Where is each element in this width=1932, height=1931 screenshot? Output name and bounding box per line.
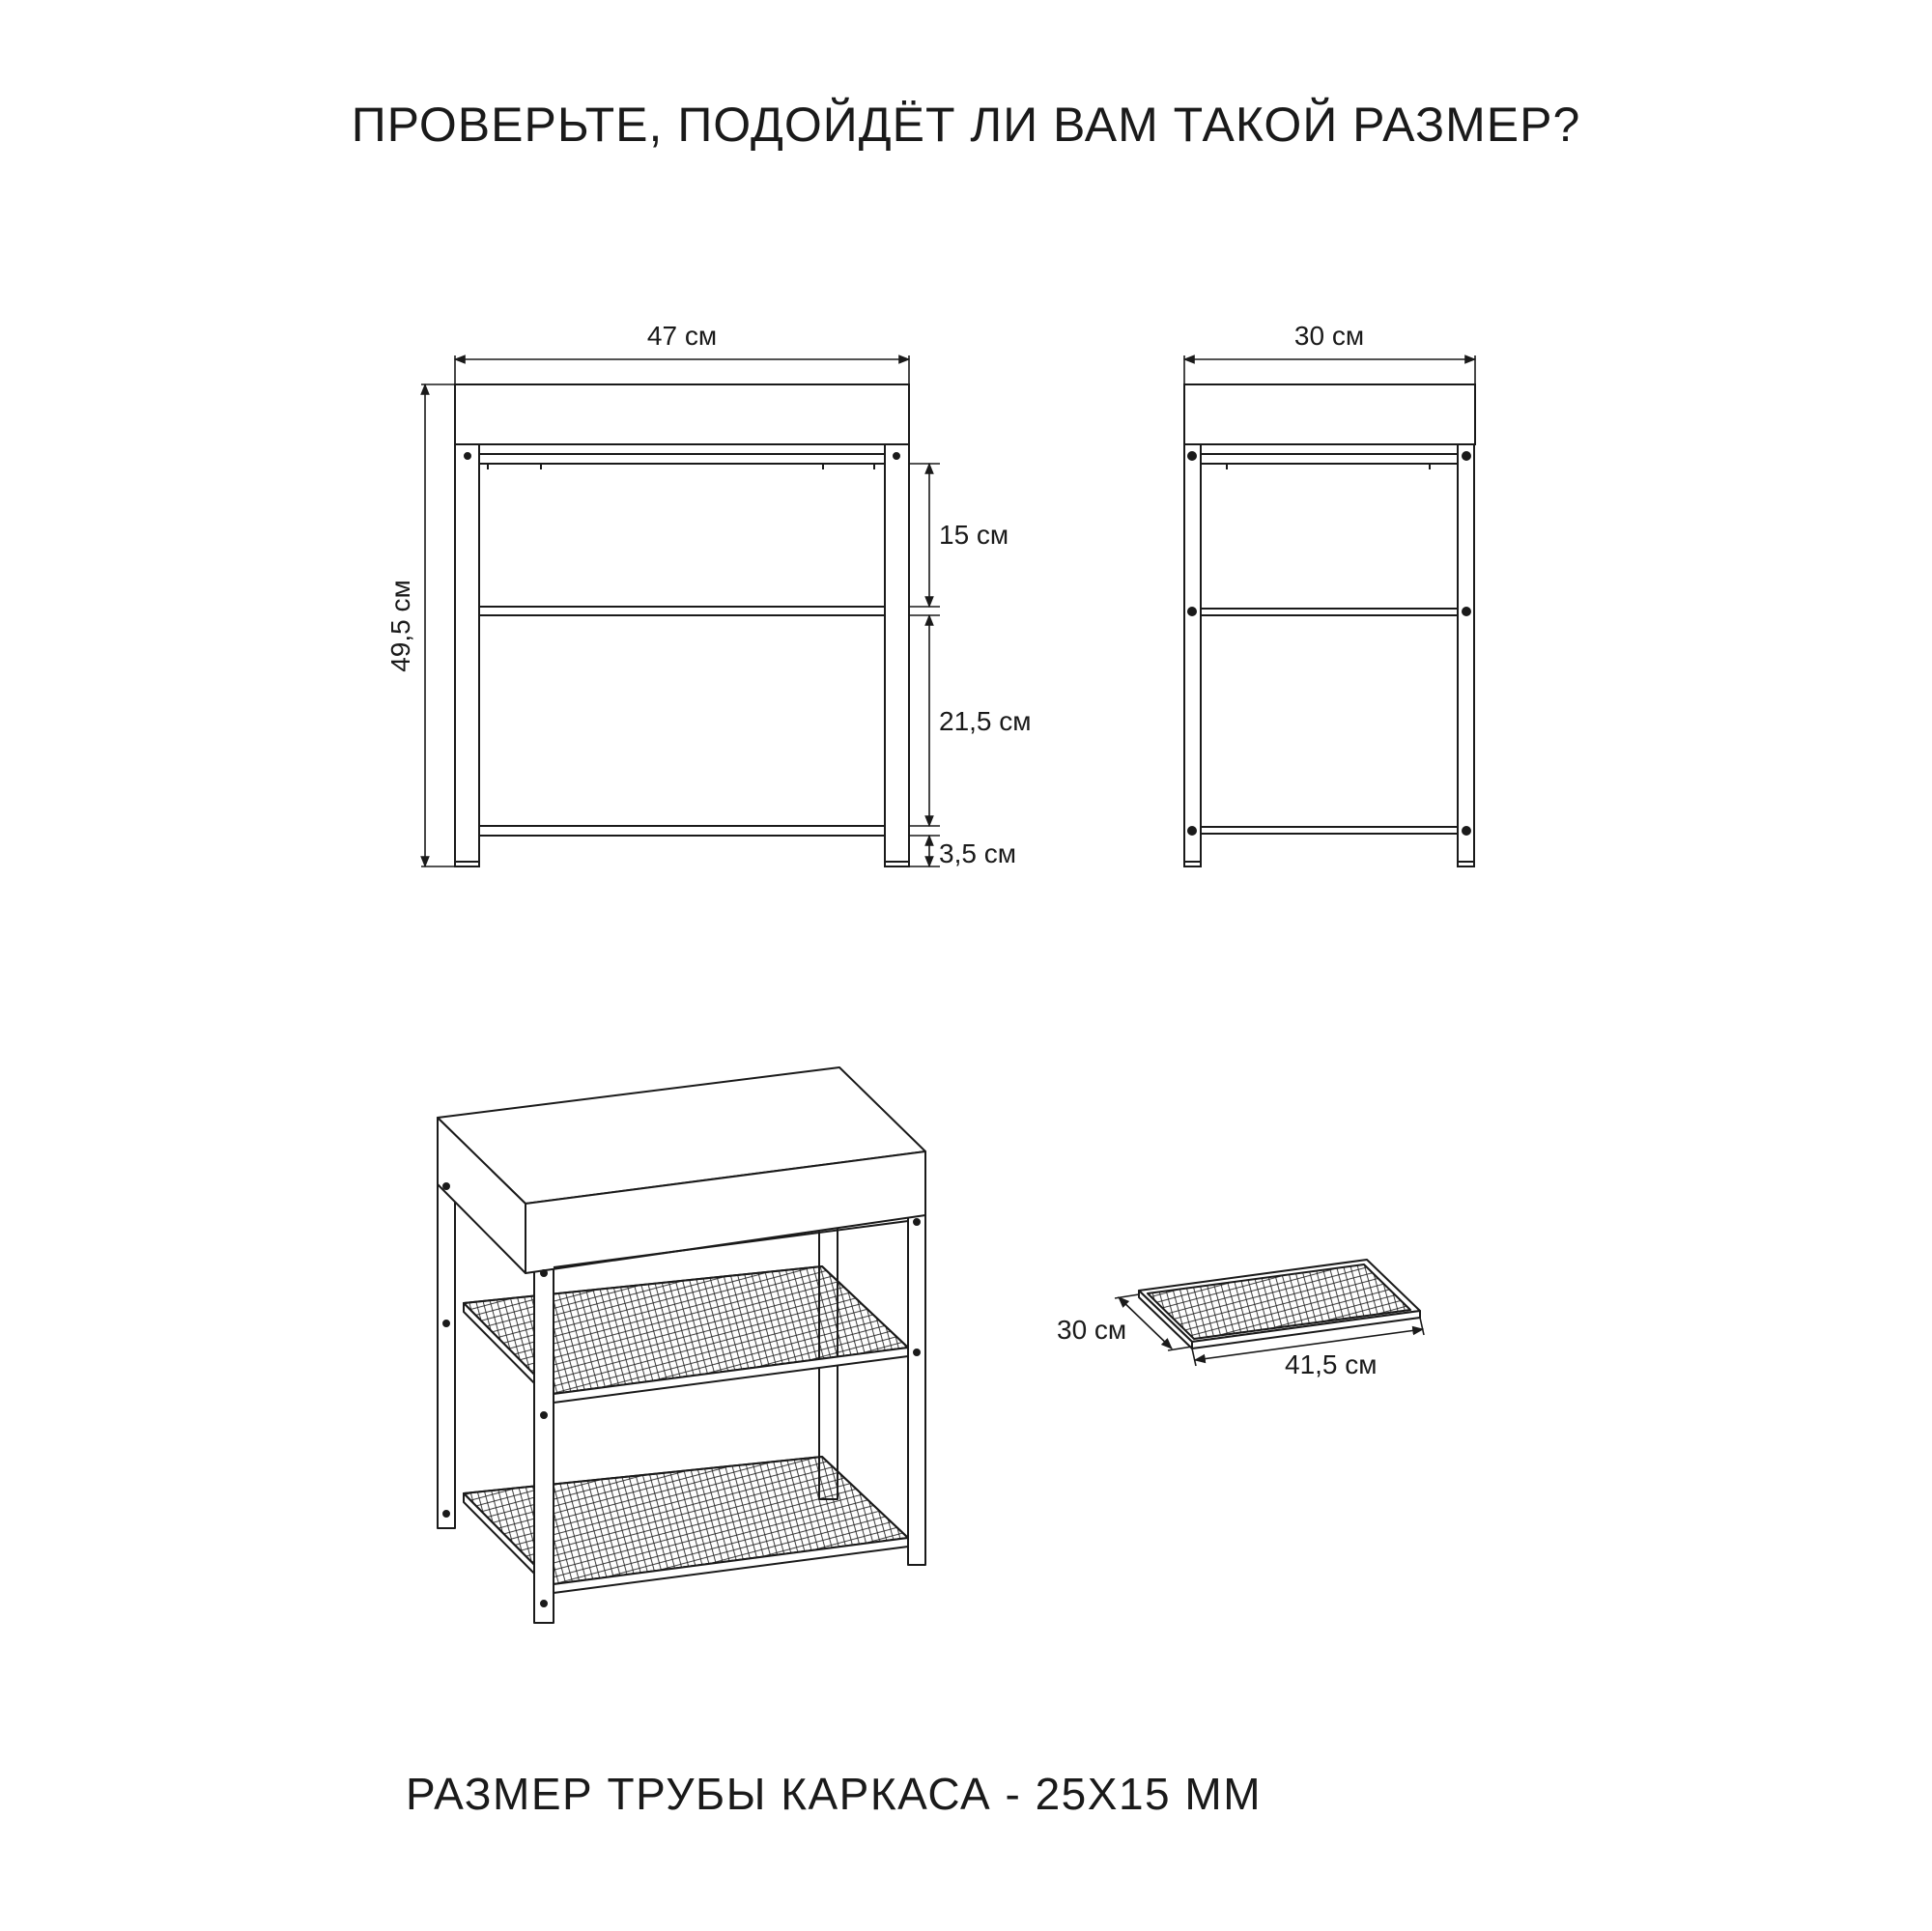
- side-view: [1184, 384, 1475, 866]
- front-leg-right: [885, 444, 909, 866]
- side-seat: [1184, 384, 1475, 444]
- shelf-mesh: [1148, 1264, 1410, 1339]
- front-height-label: 49,5 см: [385, 580, 415, 672]
- side-shelf-middle: [1201, 609, 1458, 615]
- front-width-label: 47 см: [646, 321, 718, 351]
- foot-height-label: 3,5 см: [939, 838, 1016, 868]
- iso-leg-front-left: [534, 1256, 554, 1623]
- side-dimensions: [1184, 355, 1475, 384]
- iso-leg-front-right: [908, 1206, 925, 1565]
- isometric-view: [438, 1067, 925, 1623]
- side-shelf-bottom: [1201, 827, 1458, 834]
- side-leg-right: [1458, 444, 1474, 866]
- page-title: ПРОВЕРЬТЕ, ПОДОЙДЁТ ЛИ ВАМ ТАКОЙ РАЗМЕР?: [351, 98, 1581, 152]
- shelf-depth-label: 30 см: [1057, 1315, 1127, 1345]
- front-view: [455, 384, 909, 866]
- front-shelf-middle: [479, 607, 885, 615]
- front-dimensions: [421, 355, 940, 866]
- side-depth-label: 30 см: [1293, 321, 1365, 351]
- lower-gap-label: 21,5 см: [939, 706, 1032, 736]
- front-leg-left: [455, 444, 479, 866]
- iso-leg-back-left: [438, 1171, 455, 1528]
- side-leg-left: [1184, 444, 1201, 866]
- front-shelf-bottom: [479, 826, 885, 836]
- shelf-length-label: 41,5 см: [1285, 1349, 1378, 1379]
- upper-gap-label: 15 см: [939, 520, 1009, 550]
- frame-tube-note: РАЗМЕР ТРУБЫ КАРКАСА - 25X15 ММ: [406, 1769, 1263, 1819]
- front-seat: [455, 384, 909, 444]
